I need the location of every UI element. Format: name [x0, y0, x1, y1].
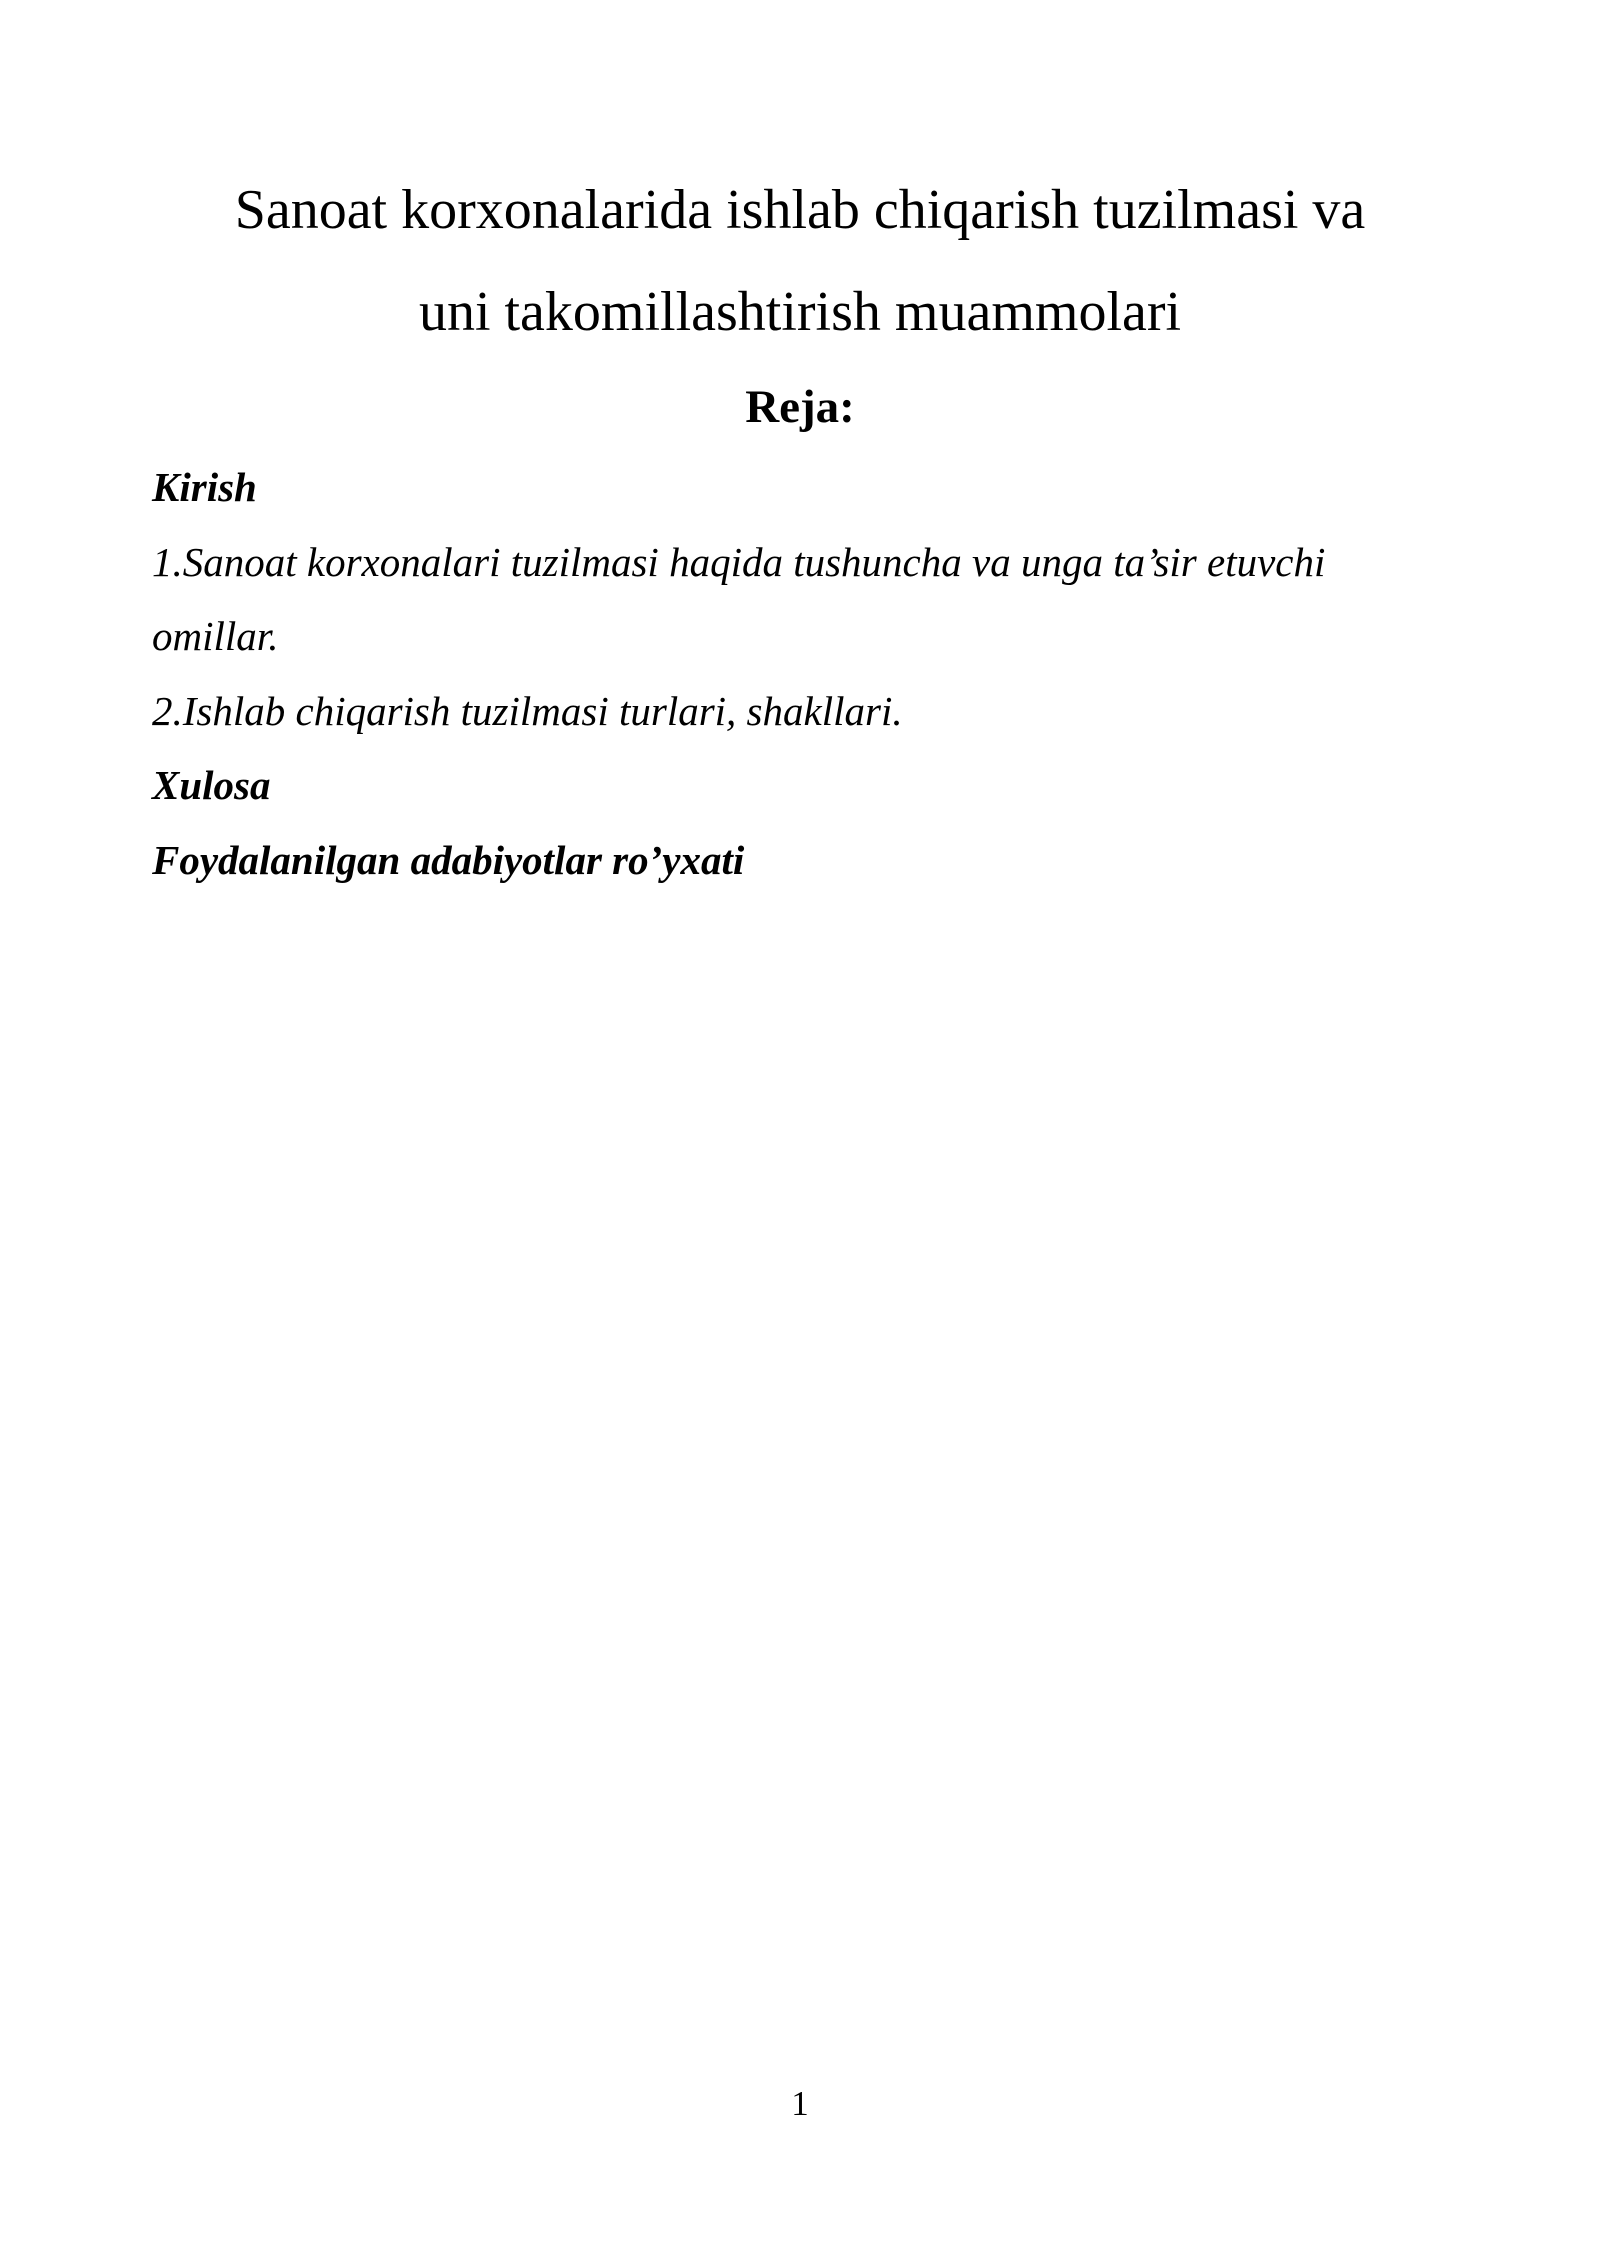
document-title-line-1: Sanoat korxonalarida ishlab chiqarish tuzilmasi va [234, 179, 1366, 241]
plan-item-introduction: Kirish [152, 464, 257, 510]
page-number: 1 [791, 2084, 809, 2123]
plan-item-conclusion: Xulosa [152, 762, 271, 808]
plan-item-references: Foydalanilgan adabiyotlar ro’yxati [152, 837, 745, 883]
document-title-line-2: uni takomillashtirish muammolari [418, 281, 1182, 343]
plan-heading: Reja: [745, 381, 855, 433]
plan-item-1-line-2: omillar. [152, 613, 279, 659]
plan-item-2: 2.Ishlab chiqarish tuzilmasi turlari, shakllari. [152, 688, 903, 734]
plan-item-1-line-1: 1.Sanoat korxonalari tuzilmasi haqida tushuncha va unga ta’sir etuvchi [152, 539, 1326, 585]
